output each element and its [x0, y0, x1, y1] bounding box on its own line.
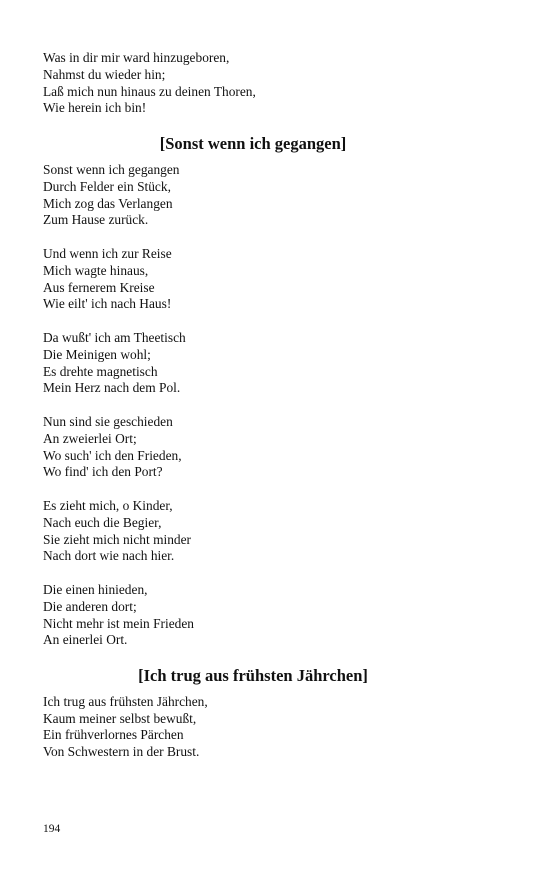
- poem-line: Nach dort wie nach hier.: [43, 548, 175, 564]
- poem-line: Ein frühverlornes Pärchen: [43, 727, 184, 743]
- poem-line: Laß mich nun hinaus zu deinen Thoren,: [43, 83, 256, 99]
- poem-line: Es zieht mich, o Kinder,: [43, 497, 173, 513]
- poem-title: [Ich trug aus frühsten Jährchen]: [138, 665, 368, 685]
- poem-line: Wie eilt' ich nach Haus!: [43, 296, 172, 312]
- stanza: [43, 330, 513, 397]
- poem-line: Es drehte magnetisch: [43, 363, 158, 379]
- poem-line: Wo such' ich den Frieden,: [43, 447, 182, 463]
- poem-line: Aus fernerem Kreise: [43, 279, 155, 295]
- poem-line: Wie herein ich bin!: [43, 100, 147, 116]
- poem-line: Wo find' ich den Port?: [43, 464, 163, 480]
- poem-line: Und wenn ich zur Reise: [43, 245, 172, 261]
- poem-line: Mein Herz nach dem Pol.: [43, 380, 181, 396]
- stanza: [43, 414, 513, 481]
- poem-line: An zweierlei Ort;: [43, 430, 137, 446]
- poem-line: Mich zog das Verlangen: [43, 195, 173, 211]
- poem-sonst-wenn-ich-gegangen: [43, 134, 513, 649]
- poem-line: Nahmst du wieder hin;: [43, 66, 166, 82]
- poem-line: An einerlei Ort.: [43, 632, 128, 648]
- poem-line: Nun sind sie geschieden: [43, 413, 173, 429]
- poem-line: Mich wagte hinaus,: [43, 262, 149, 278]
- stanza: [43, 582, 513, 649]
- page-number: 194: [43, 823, 61, 835]
- poem-line: Von Schwestern in der Brust.: [43, 744, 200, 760]
- poem-line: Die einen hinieden,: [43, 581, 148, 597]
- poem-line: Kaum meiner selbst bewußt,: [43, 710, 197, 726]
- poem-line: Durch Felder ein Stück,: [43, 178, 171, 194]
- poem-line: Was in dir mir ward hinzugeboren,: [43, 50, 230, 65]
- poem-line: Zum Hause zurück.: [43, 212, 149, 228]
- stanza: [43, 162, 513, 229]
- poem-title: [Sonst wenn ich gegangen]: [159, 133, 347, 153]
- stanza: [43, 694, 513, 761]
- poem-line: Ich trug aus frühsten Jährchen,: [43, 693, 208, 709]
- poem-line: Nicht mehr ist mein Frieden: [43, 615, 194, 631]
- page-body: [43, 50, 513, 778]
- poem-line: Sonst wenn ich gegangen: [43, 161, 180, 177]
- stanza: [43, 246, 513, 313]
- poem-line: Sie zieht mich nicht minder: [43, 531, 192, 547]
- poem-ich-trug-aus-fruehsten-jaehrchen: [43, 666, 513, 761]
- poem-line: Da wußt' ich am Theetisch: [43, 329, 186, 345]
- poem-line: Nach euch die Begier,: [43, 514, 162, 530]
- fragment-stanza: [43, 50, 513, 117]
- poem-line: Die anderen dort;: [43, 598, 137, 614]
- poem-line: Die Meinigen wohl;: [43, 346, 151, 362]
- stanza: [43, 498, 513, 565]
